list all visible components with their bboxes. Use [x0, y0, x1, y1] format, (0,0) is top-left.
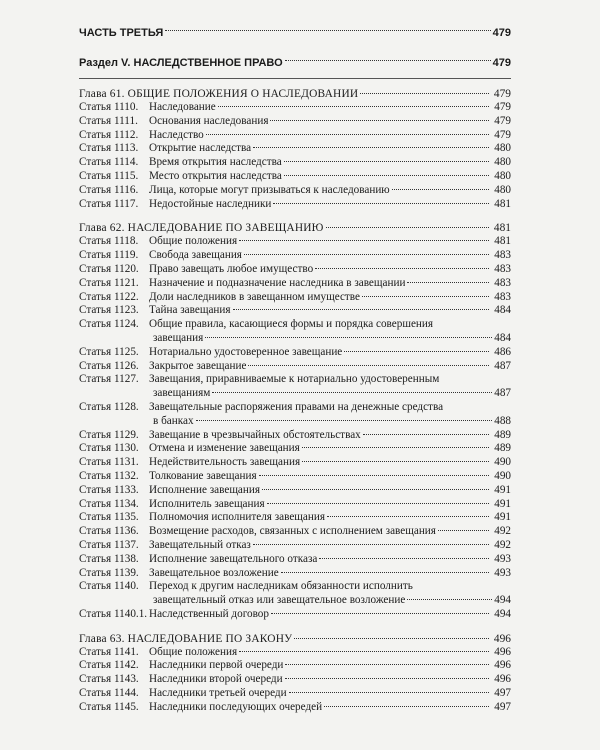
article-title-line1: Завещания, приравниваемые к нотариально удостоверенным — [149, 373, 440, 386]
dot-leader — [218, 106, 489, 107]
article-title: Открытие наследства — [149, 142, 252, 155]
chapter-title: Глава 62. НАСЛЕДОВАНИЕ ПО ЗАВЕЩАНИЮ — [79, 222, 324, 235]
dot-leader — [284, 175, 489, 176]
article-title: Право завещать любое имущество — [149, 262, 314, 275]
article-entry — [79, 129, 511, 143]
article-page: 497 — [494, 687, 511, 700]
article-body — [149, 401, 511, 429]
divider-line — [79, 78, 511, 79]
article-page: 479 — [494, 101, 511, 113]
article-page: 484 — [494, 331, 511, 344]
article-number: Статья 1140. — [79, 580, 139, 593]
article-title: Основания наследования — [149, 114, 269, 127]
chapter-heading — [79, 632, 511, 646]
article-title: Общие положения — [149, 645, 238, 658]
dot-leader — [270, 120, 489, 121]
section-title: Раздел V. НАСЛЕДСТВЕННОЕ ПРАВО — [79, 57, 283, 69]
article-number: Статья 1115. — [79, 169, 139, 182]
article-entry — [79, 701, 511, 715]
article-number: Статья 1144. — [79, 687, 139, 700]
dot-leader — [165, 30, 490, 31]
article-title: Закрытое завещание — [149, 359, 247, 372]
chapter-heading — [79, 221, 511, 235]
article-number: Статья 1123. — [79, 304, 139, 317]
article-number: Статья 1121. — [79, 276, 139, 289]
dot-leader — [326, 227, 489, 228]
article-title: Назначение и подназначение наследника в завещании — [149, 276, 406, 289]
article-page: 492 — [494, 538, 511, 551]
article-number: Статья 1145. — [79, 700, 139, 713]
article-title: Наследство — [149, 128, 204, 141]
article-page: 489 — [494, 428, 511, 441]
article-page: 480 — [494, 169, 511, 182]
article-page: 488 — [494, 414, 511, 427]
dot-leader — [315, 268, 489, 269]
article-number: Статья 1139. — [79, 566, 139, 579]
article-number: Статья 1120. — [79, 262, 139, 275]
article-title: Тайна завещания — [149, 304, 231, 317]
article-title: Наследники третьей очереди — [149, 687, 287, 700]
article-title: Возмещение расходов, связанных с исполнением завещания — [149, 525, 436, 538]
dot-leader — [360, 93, 489, 94]
article-title: Завещание в чрезвычайных обстоятельствах — [149, 428, 361, 441]
article-title: Исполнение завещательного отказа — [149, 552, 318, 565]
article-number: Статья 1137. — [79, 538, 139, 551]
article-number: Статья 1130. — [79, 442, 139, 455]
article-entry — [79, 429, 511, 443]
article-page: 480 — [494, 156, 511, 169]
article-entry — [79, 156, 511, 170]
article-page: 497 — [494, 700, 511, 713]
dot-leader — [284, 161, 489, 162]
article-page: 487 — [494, 359, 511, 372]
article-number: Статья 1127. — [79, 373, 139, 386]
article-page: 491 — [494, 511, 511, 524]
dot-leader — [273, 203, 489, 204]
chapter-title: Глава 61. ОБЩИЕ ПОЛОЖЕНИЯ О НАСЛЕДОВАНИИ — [79, 88, 359, 100]
article-title: Недействительность завещания — [149, 456, 301, 469]
dot-leader — [212, 392, 492, 393]
article-entry — [79, 304, 511, 318]
article-number: Статья 1133. — [79, 483, 139, 496]
article-page: 484 — [494, 304, 511, 317]
article-entry — [79, 673, 511, 687]
article-number: Статья 1132. — [79, 469, 139, 482]
article-page: 496 — [494, 659, 511, 672]
dot-leader — [239, 651, 489, 652]
article-entry — [79, 263, 511, 277]
article-entry — [79, 115, 511, 129]
article-page: 489 — [494, 442, 511, 455]
dot-leader — [363, 434, 489, 435]
article-entry — [79, 608, 511, 622]
article-number: Статья 1119. — [79, 249, 139, 262]
article-title-line1: Завещательные распоряжения правами на денежные средства — [149, 400, 444, 413]
article-page: 490 — [494, 469, 511, 482]
article-number: Статья 1143. — [79, 673, 139, 686]
article-page: 483 — [494, 262, 511, 275]
article-title: Время открытия наследства — [149, 156, 282, 169]
article-entry — [79, 659, 511, 673]
article-page: 486 — [494, 345, 511, 358]
article-number: Статья 1116. — [79, 183, 139, 196]
article-body — [149, 318, 511, 346]
article-title: Толкование завещания — [149, 469, 257, 482]
dot-leader — [289, 692, 489, 693]
article-entry — [79, 170, 511, 184]
article-page: 493 — [494, 566, 511, 579]
part-page: 479 — [492, 27, 511, 39]
article-title: Лица, которые могут призываться к наследованию — [149, 183, 390, 196]
article-entry — [79, 470, 511, 484]
article-page: 496 — [494, 645, 511, 658]
article-number: Статья 1126. — [79, 359, 139, 372]
part-title: ЧАСТЬ ТРЕТЬЯ — [79, 27, 164, 39]
dot-leader — [285, 664, 489, 665]
article-number: Статья 1138. — [79, 552, 139, 565]
chapter-list — [79, 87, 511, 715]
article-entry — [79, 373, 511, 401]
dot-leader — [285, 678, 489, 679]
dot-leader — [407, 282, 489, 283]
article-entry — [79, 687, 511, 701]
article-number: Статья 1128. — [79, 400, 139, 413]
article-title: Завещательное возложение — [149, 566, 279, 579]
dot-leader — [248, 365, 489, 366]
dot-leader — [362, 296, 489, 297]
article-page: 480 — [494, 183, 511, 196]
dot-leader — [233, 309, 489, 310]
spacer — [79, 211, 511, 221]
article-number: Статья 1122. — [79, 290, 139, 303]
article-entry — [79, 277, 511, 291]
article-number: Статья 1136. — [79, 525, 139, 538]
article-title: Недостойные наследники — [149, 197, 272, 210]
chapter-page: 496 — [493, 632, 511, 645]
article-entry — [79, 184, 511, 198]
dot-leader — [344, 351, 489, 352]
article-title: Наследование — [149, 101, 216, 113]
dot-leader — [253, 147, 489, 148]
article-title: Завещательный отказ — [149, 538, 251, 551]
part-heading — [79, 20, 511, 46]
article-title: Наследники второй очереди — [149, 673, 283, 686]
article-entry — [79, 567, 511, 581]
article-page: 491 — [494, 497, 511, 510]
dot-leader — [392, 189, 489, 190]
article-page: 494 — [494, 594, 511, 607]
article-entry — [79, 235, 511, 249]
article-entry — [79, 511, 511, 525]
dot-leader — [302, 447, 489, 448]
dot-leader — [438, 530, 489, 531]
dot-leader — [205, 337, 492, 338]
article-entry — [79, 318, 511, 346]
article-entry — [79, 142, 511, 156]
article-entry — [79, 101, 511, 115]
article-title-cont — [149, 387, 511, 401]
dot-leader — [196, 420, 493, 421]
dot-leader — [262, 489, 489, 490]
article-entry — [79, 646, 511, 660]
dot-leader — [294, 638, 489, 639]
article-title-cont — [149, 594, 511, 608]
dot-leader — [407, 599, 492, 600]
dot-leader — [319, 558, 489, 559]
article-title: Нотариально удостоверенное завещание — [149, 345, 343, 358]
article-title: Наследники первой очереди — [149, 659, 284, 672]
article-page: 490 — [494, 456, 511, 469]
article-number: Статья 1129. — [79, 428, 139, 441]
dot-leader — [302, 461, 489, 462]
chapter-page: 479 — [493, 88, 511, 100]
article-title: Общие положения — [149, 235, 238, 248]
dot-leader — [253, 544, 489, 545]
chapter-page: 481 — [493, 222, 511, 235]
article-title: Исполнитель завещания — [149, 497, 265, 510]
dot-leader — [327, 516, 489, 517]
article-page: 481 — [494, 235, 511, 248]
article-title-cont — [149, 415, 511, 429]
article-page: 491 — [494, 483, 511, 496]
article-number: Статья 1131. — [79, 456, 139, 469]
article-title: Свобода завещания — [149, 249, 242, 262]
article-page: 483 — [494, 290, 511, 303]
article-title-cont — [149, 332, 511, 346]
article-number: Статья 1110. — [79, 101, 139, 113]
article-entry — [79, 580, 511, 608]
dot-leader — [267, 503, 489, 504]
article-number: Статья 1117. — [79, 197, 139, 210]
article-entry — [79, 401, 511, 429]
article-title: Отмена и изменение завещания — [149, 442, 300, 455]
article-number: Статья 1118. — [79, 235, 139, 248]
article-page: 496 — [494, 673, 511, 686]
article-title: Исполнение завещания — [149, 483, 261, 496]
article-title-line2: завещания — [153, 331, 204, 344]
table-of-contents — [79, 20, 511, 715]
article-page: 493 — [494, 552, 511, 565]
article-number: Статья 1124. — [79, 318, 139, 331]
article-page: 483 — [494, 276, 511, 289]
article-number: Статья 1142. — [79, 659, 139, 672]
article-number: Статья 1140.1. — [79, 607, 148, 620]
article-title-line1: Переход к другим наследникам обязанности исполнить — [149, 580, 413, 593]
article-page: 479 — [494, 128, 511, 141]
article-page: 481 — [494, 197, 511, 210]
article-body — [149, 373, 511, 401]
article-entry — [79, 291, 511, 305]
dot-leader — [239, 240, 489, 241]
article-title: Место открытия наследства — [149, 169, 282, 182]
article-entry — [79, 484, 511, 498]
article-entry — [79, 346, 511, 360]
article-number: Статья 1113. — [79, 142, 139, 155]
article-entry — [79, 525, 511, 539]
dot-leader — [259, 475, 489, 476]
article-number: Статья 1111. — [79, 114, 138, 127]
dot-leader — [271, 613, 489, 614]
article-title: Наследники последующих очередей — [149, 700, 323, 713]
article-number: Статья 1141. — [79, 645, 139, 658]
article-page: 492 — [494, 525, 511, 538]
article-entry — [79, 498, 511, 512]
chapter-heading — [79, 87, 511, 101]
article-entry — [79, 539, 511, 553]
article-page: 483 — [494, 249, 511, 262]
chapter-title: Глава 63. НАСЛЕДОВАНИЕ ПО ЗАКОНУ — [79, 632, 293, 645]
section-page: 479 — [492, 57, 511, 69]
dot-leader — [244, 254, 489, 255]
article-number: Статья 1125. — [79, 345, 139, 358]
article-number: Статья 1134. — [79, 497, 139, 510]
article-number: Статья 1135. — [79, 511, 139, 524]
article-title-line2: в банках — [153, 414, 194, 427]
article-number: Статья 1114. — [79, 156, 139, 169]
article-entry — [79, 198, 511, 212]
article-entry — [79, 442, 511, 456]
article-entry — [79, 249, 511, 263]
article-entry — [79, 553, 511, 567]
article-entry — [79, 360, 511, 374]
article-page: 479 — [494, 114, 511, 127]
dot-leader — [281, 572, 489, 573]
article-page: 480 — [494, 142, 511, 155]
article-body — [149, 580, 511, 608]
dot-leader — [285, 60, 491, 61]
article-page: 487 — [494, 387, 511, 400]
article-title-line2: завещательный отказ или завещательное возложение — [153, 594, 406, 607]
article-page: 494 — [494, 607, 511, 620]
article-title-line1: Общие правила, касающиеся формы и порядка совершения — [149, 318, 434, 331]
article-title-line2: завещаниям — [153, 387, 211, 400]
section-heading — [79, 52, 511, 74]
article-title: Наследственный договор — [149, 607, 269, 620]
article-entry — [79, 456, 511, 470]
dot-leader — [324, 706, 489, 707]
spacer — [79, 622, 511, 632]
article-title: Доли наследников в завещанном имуществе — [149, 290, 360, 303]
article-title: Полномочия исполнителя завещания — [149, 511, 326, 524]
article-number: Статья 1112. — [79, 128, 139, 141]
dot-leader — [206, 134, 489, 135]
